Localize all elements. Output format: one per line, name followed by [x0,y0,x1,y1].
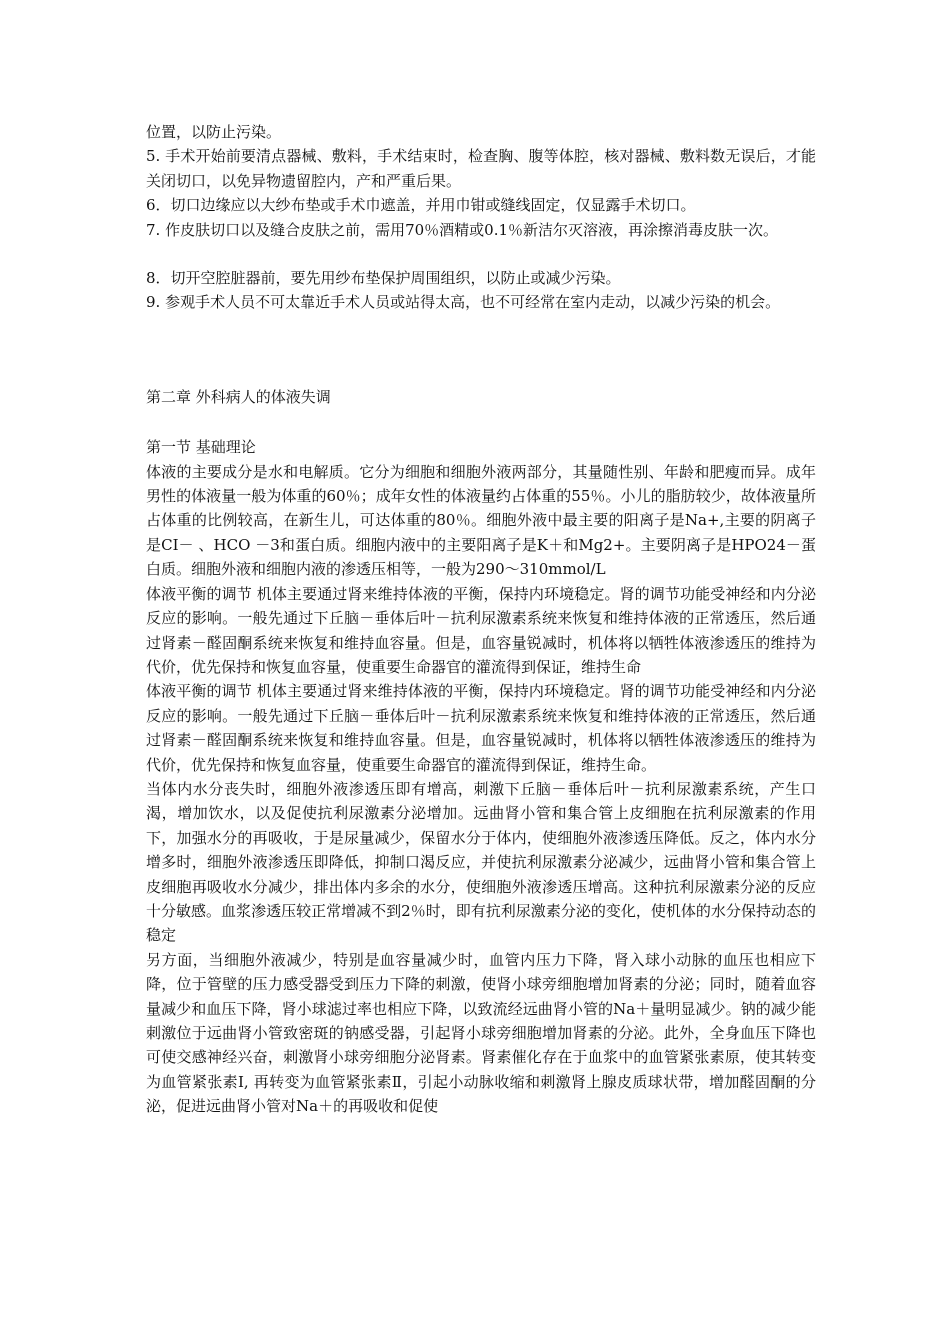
paragraph-rule-8: 8．切开空腔脏器前，要先用纱布垫保护周围组织，以防止或减少污染。 [146,269,621,288]
paragraph-rule-7: 7. 作皮肤切口以及缝合皮肤之前，需用70％酒精或0.1％新洁尔灭溶液，再涂擦消毒皮肤一次。 [146,220,779,239]
paragraph-rule-5: 5. 手术开始前要清点器械、敷料，手术结束时，检查胸、腹等体腔，核对器械、敷料数无误后，才能关闭切口，以免异物遗留腔内，产和严重后果。 [146,147,816,190]
spacer [146,409,816,435]
paragraph-rule-9: 9. 参观手术人员不可太靠近手术人员或站得太高，也不可经常在室内走动，以减少污染的机会。 [146,293,781,312]
spacer [146,315,816,385]
paragraph-water-loss: 当体内水分丧失时，细胞外液渗透压即有增高，刺激下丘脑－垂体后叶－抗利尿激素系统，产生口渴，增加饮水，以及促使抗利尿激素分泌增加。远曲肾小管和集合管上皮细胞在抗利尿激素的作用下，加强水分的再吸收，于是尿量减少，保留水分于体内，使细胞外液渗透压降低。反之，体内水分增多时，细胞外液渗透压即降低，抑制口渴反应，并使抗利尿激素分泌减少，远曲肾小管和集合管上皮细胞再吸收水分减少，排出体内多余的水分，使细胞外液渗透压增高。这种抗利尿激素分泌的反应十分敏感。血浆渗透压较正常增减不到2％时，即有抗利尿激素分泌的变化，使机体的水分保持动态的稳定 [146,779,816,945]
paragraph-contamination-position: 位置，以防止污染。 [146,123,282,141]
paragraph-fluid-balance-regulation: 体液平衡的调节 机体主要通过肾来维持体液的平衡，保持内环境稳定。肾的调节功能受神经和内分泌反应的影响。一般先通过下丘脑－垂体后叶－抗利尿激素系统来恢复和维持体液的正常透压，然后通过肾素－醛固酮系统来恢复和维持血容量。但是，血容量锐减时，机体将以牺牲体液渗透压的维持为代价，优先保持和恢复血容量，使重要生命器官的灌流得到保证，维持生命 [146,584,816,676]
section-title: 第一节 基础理论 [146,438,256,457]
paragraph-fluid-balance-regulation-repeat: 体液平衡的调节 机体主要通过肾来维持体液的平衡，保持内环境稳定。肾的调节功能受神经和内分泌反应的影响。一般先通过下丘脑－垂体后叶－抗利尿激素系统来恢复和维持体液的正常透压，然后通过肾素－醛固酮系统来恢复和维持血容量。但是，血容量锐减时，机体将以牺牲体液渗透压的维持为代价，优先保持和恢复血容量，使重要生命器官的灌流得到保证，维持生命。 [146,682,816,774]
document-page [146,120,816,1119]
chapter-title: 第二章 外科病人的体液失调 [146,387,331,406]
paragraph-body-fluid-composition: 体液的主要成分是水和电解质。它分为细胞和细胞外液两部分，其量随性别、年龄和肥瘦而异。成年男性的体液量一般为体重的60％；成年女性的体液量约占体重的55％。小儿的脂肪较少，故体液量所占体重的比例较高，在新生儿，可达体重的80％。细胞外液中最主要的阳离子是Na+,主要的阴离子是CI－ 、HCO －3和蛋白质。细胞内液中的主要阳离子是K＋和Mg2+。主要阴离子是HPO24－蛋白质。细胞外液和细胞内液的渗透压相等，一般为290～310mmol/L [146,462,816,579]
paragraph-rule-6: 6．切口边缘应以大纱布垫或手术巾遮盖，并用巾钳或缝线固定，仅显露手术切口。 [146,196,696,215]
spacer [146,242,816,266]
paragraph-renin-angiotensin: 另方面，当细胞外液减少，特别是血容量减少时，血管内压力下降，肾入球小动脉的血压也相应下降，位于管壁的压力感受器受到压力下降的刺激，使肾小球旁细胞增加肾素的分泌；同时，随着血容量减少和血压下降，肾小球滤过率也相应下降，以致流经远曲肾小管的Na＋量明显减少。钠的减少能刺激位于远曲肾小管致密斑的钠感受器，引起肾小球旁细胞增加肾素的分泌。此外，全身血压下降也可使交感神经兴奋，刺激肾小球旁细胞分泌肾素。肾素催化存在于血浆中的血管紧张素原，使其转变为血管紧张素I, 再转变为血管紧张素Ⅱ，引起小动脉收缩和刺激肾上腺皮质球状带，增加醛固酮的分泌，促进远曲肾小管对Na＋的再吸收和促使 [146,950,816,1116]
